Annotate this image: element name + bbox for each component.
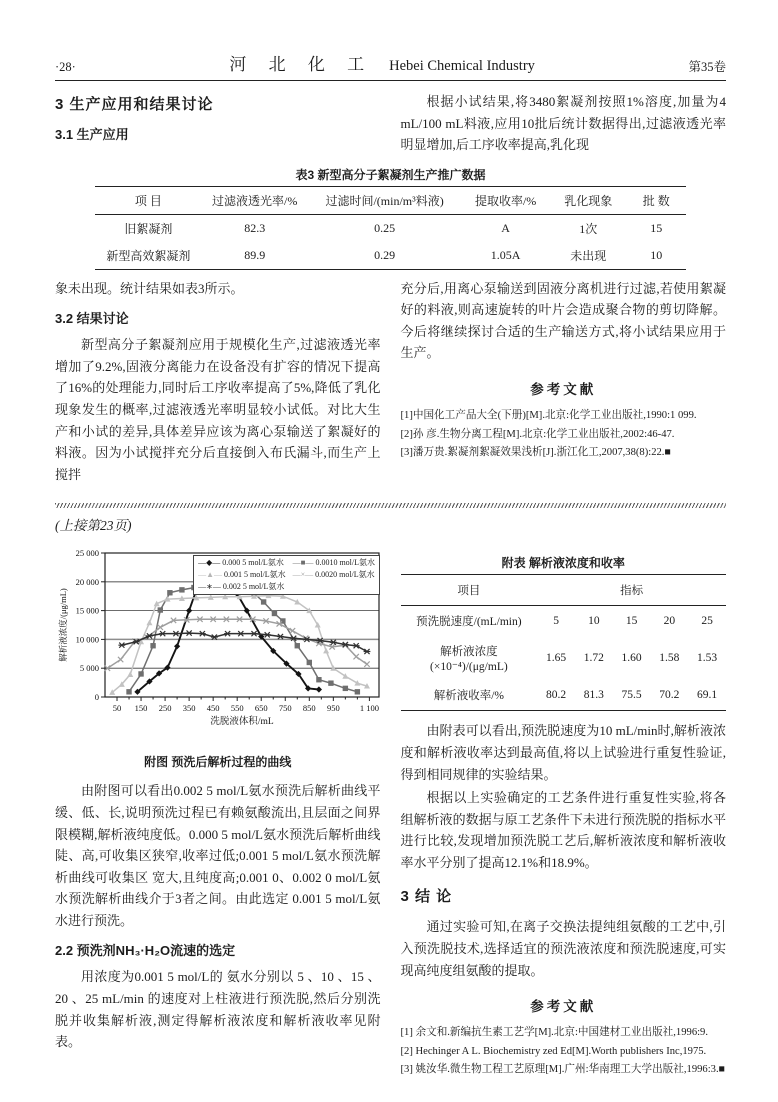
discussion-paragraph: 新型高分子絮凝剂应用于规模化生产,过滤液透光率增加了9.2%,固液分离能力在设备没有扩容的情况下提高了16%的处理能力,同时后工序收率提高了5%,降低了乳化现象发生的概率,过滤液透光率明显较小试低。对比大生产和小试的差异,具体差异应该为离心泵输送了絮凝好的料液。因为小试搅拌充分后直接倒入布氏漏斗,而生产上搅拌 bbox=[55, 337, 381, 482]
table-cell: 1.65 bbox=[546, 652, 567, 665]
middle-left-column bbox=[55, 278, 381, 488]
section-2-2-heading: 2.2 预洗剂NH₃·H₂O流速的选定 bbox=[55, 943, 236, 959]
journal-title-en: Hebei Chemical Industry bbox=[389, 58, 535, 74]
table-cell: A bbox=[501, 220, 510, 235]
appendix-table bbox=[401, 574, 727, 711]
page-header bbox=[55, 50, 726, 81]
appendix-header-indicator: 指标 bbox=[620, 585, 644, 598]
svg-text:50: 50 bbox=[112, 703, 122, 714]
table-cell: 1.05A bbox=[490, 247, 521, 262]
table-cell: 0.29 bbox=[374, 247, 396, 262]
bottom-left-column bbox=[55, 544, 381, 1079]
page-number: ·28· bbox=[55, 60, 76, 74]
legend-label: 0.000 5 mol/L氨水 bbox=[222, 558, 284, 568]
table-cell: 75.5 bbox=[621, 689, 642, 702]
table-cell: 70.2 bbox=[659, 689, 680, 702]
reference-item: [3] 姚汝华.微生物工程工艺原理[M].广州:华南理工大学出版社,1996:3.■ bbox=[400, 1064, 725, 1076]
table-cell: 15 bbox=[650, 220, 663, 235]
row-label: 解析液浓度(×10⁻⁴)/(μg/mL) bbox=[430, 646, 508, 674]
appendix-discussion-1: 由附表可以看出,预洗脱速度为10 mL/min时,解析液浓度和解析液收率达到最高值,将以上试验进行重复性验证,得到相同规律的实验结果。 bbox=[400, 723, 726, 782]
legend-item bbox=[198, 569, 285, 581]
table-cell: 1.72 bbox=[583, 652, 604, 665]
bottom-section bbox=[55, 544, 726, 1079]
table3-header-row bbox=[95, 186, 685, 214]
table-cell: 旧絮凝剂 bbox=[124, 221, 173, 236]
table-cell: 1次 bbox=[579, 221, 598, 236]
table-cell: 5 bbox=[553, 615, 559, 628]
table-cell: 89.9 bbox=[244, 247, 266, 262]
table3-header-cell: 批 数 bbox=[642, 193, 670, 208]
row-label: 解析液收率/% bbox=[433, 690, 504, 703]
table-cell: 15 bbox=[625, 615, 638, 628]
table-cell: 1.53 bbox=[697, 652, 718, 665]
table3-header-cell: 过滤液透光率/% bbox=[212, 193, 298, 208]
discussion-paragraph-continued: 充分后,用离心泵输送到固液分离机进行过滤,若使用絮凝好的料液,则高速旋转的叶片会造成聚合物的剪切降解。今后将继续探讨合适的生产输送方式,将小试结果应用于生产。 bbox=[400, 280, 726, 361]
reference-item: [2]孙 彦.生物分离工程[M].北京:化学工业出版社,2002:46-47. bbox=[400, 428, 675, 440]
middle-section bbox=[55, 278, 726, 488]
journal-title-cn: 河 北 化 工 bbox=[229, 55, 374, 74]
table-cell: 1.58 bbox=[659, 652, 680, 665]
table-cell: 1.60 bbox=[621, 652, 642, 665]
table-cell: 20 bbox=[663, 615, 676, 628]
appendix-table-caption: 附表 解析液浓度和收率 bbox=[501, 556, 625, 571]
svg-text:550: 550 bbox=[230, 703, 244, 714]
star-marker-icon: —∗— bbox=[198, 581, 221, 591]
table-cell: 10 bbox=[588, 615, 600, 628]
reference-item: [1]中国化工产品大全(下册)[M].北京:化学工业出版社,1990:1 099. bbox=[400, 410, 697, 422]
table-cell: 82.3 bbox=[244, 220, 266, 235]
table3-header-cell: 过滤时间/(min/m³料液) bbox=[325, 193, 444, 208]
figure-caption: 附图 预洗后解析过程的曲线 bbox=[144, 755, 292, 770]
legend-item bbox=[198, 581, 285, 593]
references-list-2 bbox=[401, 1024, 727, 1080]
middle-right-column bbox=[401, 278, 727, 488]
table-row bbox=[401, 680, 727, 711]
table-cell: 未出现 bbox=[570, 248, 607, 263]
square-marker-icon: —■— bbox=[292, 558, 314, 568]
legend-label: 0.002 5 mol/L氨水 bbox=[222, 581, 285, 591]
x-marker-icon: —×— bbox=[292, 569, 314, 579]
references-title-2: 参考文献 bbox=[530, 999, 597, 1015]
reference-item: [3]潘万贵.絮凝剂絮凝效果浅析[J].浙江化工,2007,38(8):22.■ bbox=[400, 447, 671, 459]
section-3-2-heading: 3.2 结果讨论 bbox=[55, 311, 129, 327]
table-cell: 69.1 bbox=[697, 689, 718, 702]
intro-paragraph: 根据小试结果,将3480絮凝剂按照1%溶度,加量为4 mL/100 mL料液,应用10批后统计数据得出,过滤液透光率明显增加,后工序收率提高,乳化现 bbox=[400, 94, 726, 153]
conclusion-paragraph: 通过实验可知,在离子交换法提纯组氨酸的工艺中,引入预洗脱技术,选择适宜的预洗液浓度和预洗脱速度,可实现高纯度组氨酸的提取。 bbox=[400, 919, 726, 978]
appendix-header-row bbox=[401, 575, 727, 606]
svg-text:650: 650 bbox=[254, 703, 268, 714]
top-section bbox=[55, 81, 726, 158]
bottom-right-column bbox=[401, 544, 727, 1079]
svg-text:950: 950 bbox=[326, 703, 340, 714]
table-cell: 0.25 bbox=[374, 220, 396, 235]
references-title-1: 参考文献 bbox=[530, 382, 597, 398]
table-cell: 10 bbox=[650, 247, 663, 262]
table3 bbox=[95, 186, 685, 270]
legend-label: 0.0010 mol/L氨水 bbox=[315, 558, 375, 568]
wavy-divider bbox=[55, 503, 726, 508]
table-cell: 新型高效絮凝剂 bbox=[106, 248, 191, 263]
table-cell: 80.2 bbox=[546, 689, 567, 702]
table-row bbox=[95, 242, 685, 270]
after-table-paragraph: 象未出现。统计结果如表3所示。 bbox=[55, 280, 244, 296]
continued-from-note: (上接第23页) bbox=[55, 518, 132, 534]
table3-header-cell: 提取收率/% bbox=[474, 193, 537, 208]
svg-text:750: 750 bbox=[278, 703, 292, 714]
row-label: 预洗脱速度/(mL/min) bbox=[416, 616, 522, 629]
top-right-column bbox=[401, 81, 727, 158]
conclusion-heading: 3 结 论 bbox=[400, 888, 453, 906]
legend-label: 0.001 5 mol/L氨水 bbox=[224, 569, 286, 579]
appendix-table-block bbox=[401, 554, 727, 711]
section-3-heading: 3 生产应用和结果讨论 bbox=[55, 96, 214, 113]
svg-text:450: 450 bbox=[206, 703, 220, 714]
table-row bbox=[95, 214, 685, 242]
legend-item bbox=[198, 557, 285, 569]
section-2-2-paragraph: 用浓度为0.001 5 mol/L的 氨水分别以 5 、10 、15 、20 、25 mL/min 的速度对上柱液进行预洗脱,然后分别洗脱并收集解析液,测定得解析液浓度和解析液收率见附表。 bbox=[55, 969, 381, 1050]
table3-block bbox=[95, 166, 685, 270]
legend-label: 0.0020 mol/L氨水 bbox=[315, 569, 375, 579]
svg-text:20 000: 20 000 bbox=[75, 577, 99, 588]
legend-item bbox=[293, 569, 375, 581]
svg-text:5 000: 5 000 bbox=[79, 663, 99, 674]
references-list-1 bbox=[401, 407, 727, 463]
reference-item: [2] Hechinger A L. Biochemistry zed Ed[M].Worth publishers Inc,1975. bbox=[400, 1045, 707, 1057]
table-row bbox=[401, 606, 727, 637]
svg-text:850: 850 bbox=[302, 703, 316, 714]
top-left-column bbox=[55, 81, 381, 158]
svg-text:150: 150 bbox=[134, 703, 148, 714]
chart-legend bbox=[193, 555, 380, 595]
journal-title-group bbox=[229, 50, 535, 75]
figure-discussion-paragraph: 由附图可以看出0.002 5 mol/L氨水预洗后解析曲线平缓、低、长,说明预洗过程已有赖氨酸流出,且层面之间界限模糊,解析液纯度低。0.000 5 mol/L氨水预洗后解析曲线陡、高,可收集区狭窄,收率过低;0.001 5 mol/L氨水预洗解析曲线可收集区 宽大,且纯度高;0.001 0、0.002 0 mol/L氨水预洗解析曲线介于3者之间。由此选定 0.001 5 mol/L氨水进行预洗。 bbox=[55, 783, 381, 928]
svg-text:350: 350 bbox=[182, 703, 196, 714]
appendix-header-item: 项目 bbox=[457, 585, 481, 598]
svg-text:洗脱液体积/mL: 洗脱液体积/mL bbox=[210, 717, 274, 728]
triangle-marker-icon: —▲— bbox=[198, 569, 223, 579]
table3-header-cell: 乳化现象 bbox=[564, 193, 613, 208]
legend-item bbox=[293, 557, 375, 569]
svg-text:10 000: 10 000 bbox=[75, 634, 99, 645]
elution-chart-figure bbox=[55, 546, 391, 747]
table3-header-cell: 项 目 bbox=[134, 193, 162, 208]
appendix-discussion-2: 根据以上实验确定的工艺条件进行重复性实验,将各组解析液的数据与原工艺条件下未进行预洗脱的指标水平进行比较,发现增加预洗脱工艺后,解析液浓度和解析液收率水平分别了提高12.1%和18.9%。 bbox=[400, 790, 726, 870]
volume-label: 第35卷 bbox=[688, 60, 726, 74]
svg-text:250: 250 bbox=[158, 703, 172, 714]
table-row bbox=[401, 636, 727, 680]
svg-text:解析液浓度/(μg/mL): 解析液浓度/(μg/mL) bbox=[58, 588, 68, 663]
diamond-marker-icon: —◆— bbox=[198, 558, 221, 568]
table-cell: 25 bbox=[701, 615, 713, 628]
svg-text:0: 0 bbox=[94, 692, 99, 703]
table-cell: 81.3 bbox=[583, 689, 604, 702]
section-3-1-heading: 3.1 生产应用 bbox=[55, 127, 129, 142]
svg-text:15 000: 15 000 bbox=[75, 605, 99, 616]
table3-caption: 表3 新型高分子絮凝剂生产推广数据 bbox=[295, 167, 486, 182]
svg-text:1 100: 1 100 bbox=[359, 703, 379, 714]
reference-item: [1] 余文和.新编抗生素工艺学[M].北京:中国建材工业出版社,1996:9. bbox=[400, 1027, 709, 1039]
svg-text:25 000: 25 000 bbox=[75, 548, 99, 559]
